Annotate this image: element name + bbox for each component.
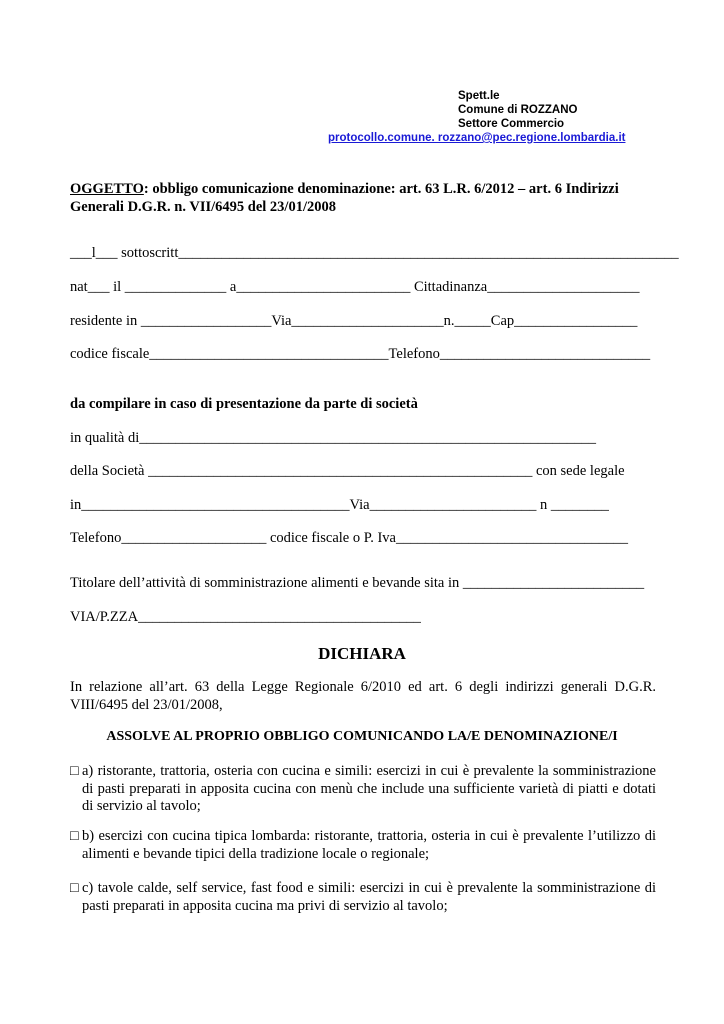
subject-line-1: [70, 181, 619, 198]
checkbox-c[interactable]: □: [70, 880, 79, 896]
dichiara-intro: In relazione all’art. 63 della Legge Regionale 6/2010 ed art. 6 degli indirizzi generali D.G.R. VIII/6495 del 23/01/2008,: [70, 679, 656, 713]
recipient-line-1: Spett.le: [458, 90, 500, 102]
societa-heading: da compilare in caso di presentazione da parte di società: [70, 396, 418, 412]
subject-text-1: : obbligo comunicazione denominazione: art. 63 L.R. 6/2012 – art. 6 Indirizzi: [143, 181, 619, 197]
assolve-heading: ASSOLVE AL PROPRIO OBBLIGO COMUNICANDO LA/E DENOMINAZIONE/I: [106, 729, 618, 744]
checkbox-b[interactable]: □: [70, 828, 79, 844]
recipient-email-link[interactable]: protocollo.comune. rozzano@pec.regione.lombardia.it: [328, 132, 626, 144]
field-qualita[interactable]: in qualità di_______________________________________________________________: [70, 430, 597, 446]
recipient-line-3: Settore Commercio: [458, 118, 565, 130]
subject-label: OGGETTO: [70, 181, 144, 197]
dichiara-title: DICHIARA: [318, 644, 406, 663]
option-item-a[interactable]: [70, 763, 656, 816]
field-titolare-attivita[interactable]: Titolare dell’attività di somministrazione alimenti e bevande sita in _________________________: [70, 575, 645, 591]
option-item-c[interactable]: [70, 880, 656, 915]
option-item-b[interactable]: [70, 828, 656, 863]
recipient-line-2: Comune di ROZZANO: [458, 104, 578, 116]
checkbox-a[interactable]: □: [70, 763, 79, 779]
field-nascita[interactable]: nat___ il ______________ a________________________ Cittadinanza_____________________: [70, 279, 640, 295]
field-residenza[interactable]: residente in __________________Via_____________________n._____Cap_________________: [70, 313, 638, 329]
field-via-piazza[interactable]: VIA/P.ZZA_______________________________________: [70, 609, 421, 625]
option-text-c: c) tavole calde, self service, fast food e simili: esercizi in cui è prevalente la somministrazione di pasti preparati in apposita cucina ma privi di servizio al tavolo;: [82, 880, 656, 914]
field-societa[interactable]: della Società _____________________________________________________ con sede legale: [70, 463, 625, 479]
option-text-b: b) esercizi con cucina tipica lombarda: ristorante, trattoria, osteria in cui è prevalente l’utilizzo di alimenti e bevande tipici della tradizione locale o regionale;: [82, 828, 656, 862]
subject-line-2: Generali D.G.R. n. VII/6495 del 23/01/2008: [70, 199, 336, 215]
field-telefono-piva[interactable]: Telefono____________________ codice fiscale o P. Iva________________________________: [70, 530, 628, 546]
field-codice-fiscale[interactable]: codice fiscale_________________________________Telefono_____________________________: [70, 346, 651, 362]
field-sede-via[interactable]: in_____________________________________Via_______________________ n ________: [70, 497, 609, 513]
option-text-a: a) ristorante, trattoria, osteria con cucina e simili: esercizi in cui è prevalente la somministrazione di pasti preparati in apposita cucina con menù che include una sufficiente varietà di piatti e dotati di servizio al tavolo;: [82, 763, 656, 814]
field-sottoscritto[interactable]: ___l___ sottoscritt_____________________________________________________________________: [70, 245, 679, 261]
